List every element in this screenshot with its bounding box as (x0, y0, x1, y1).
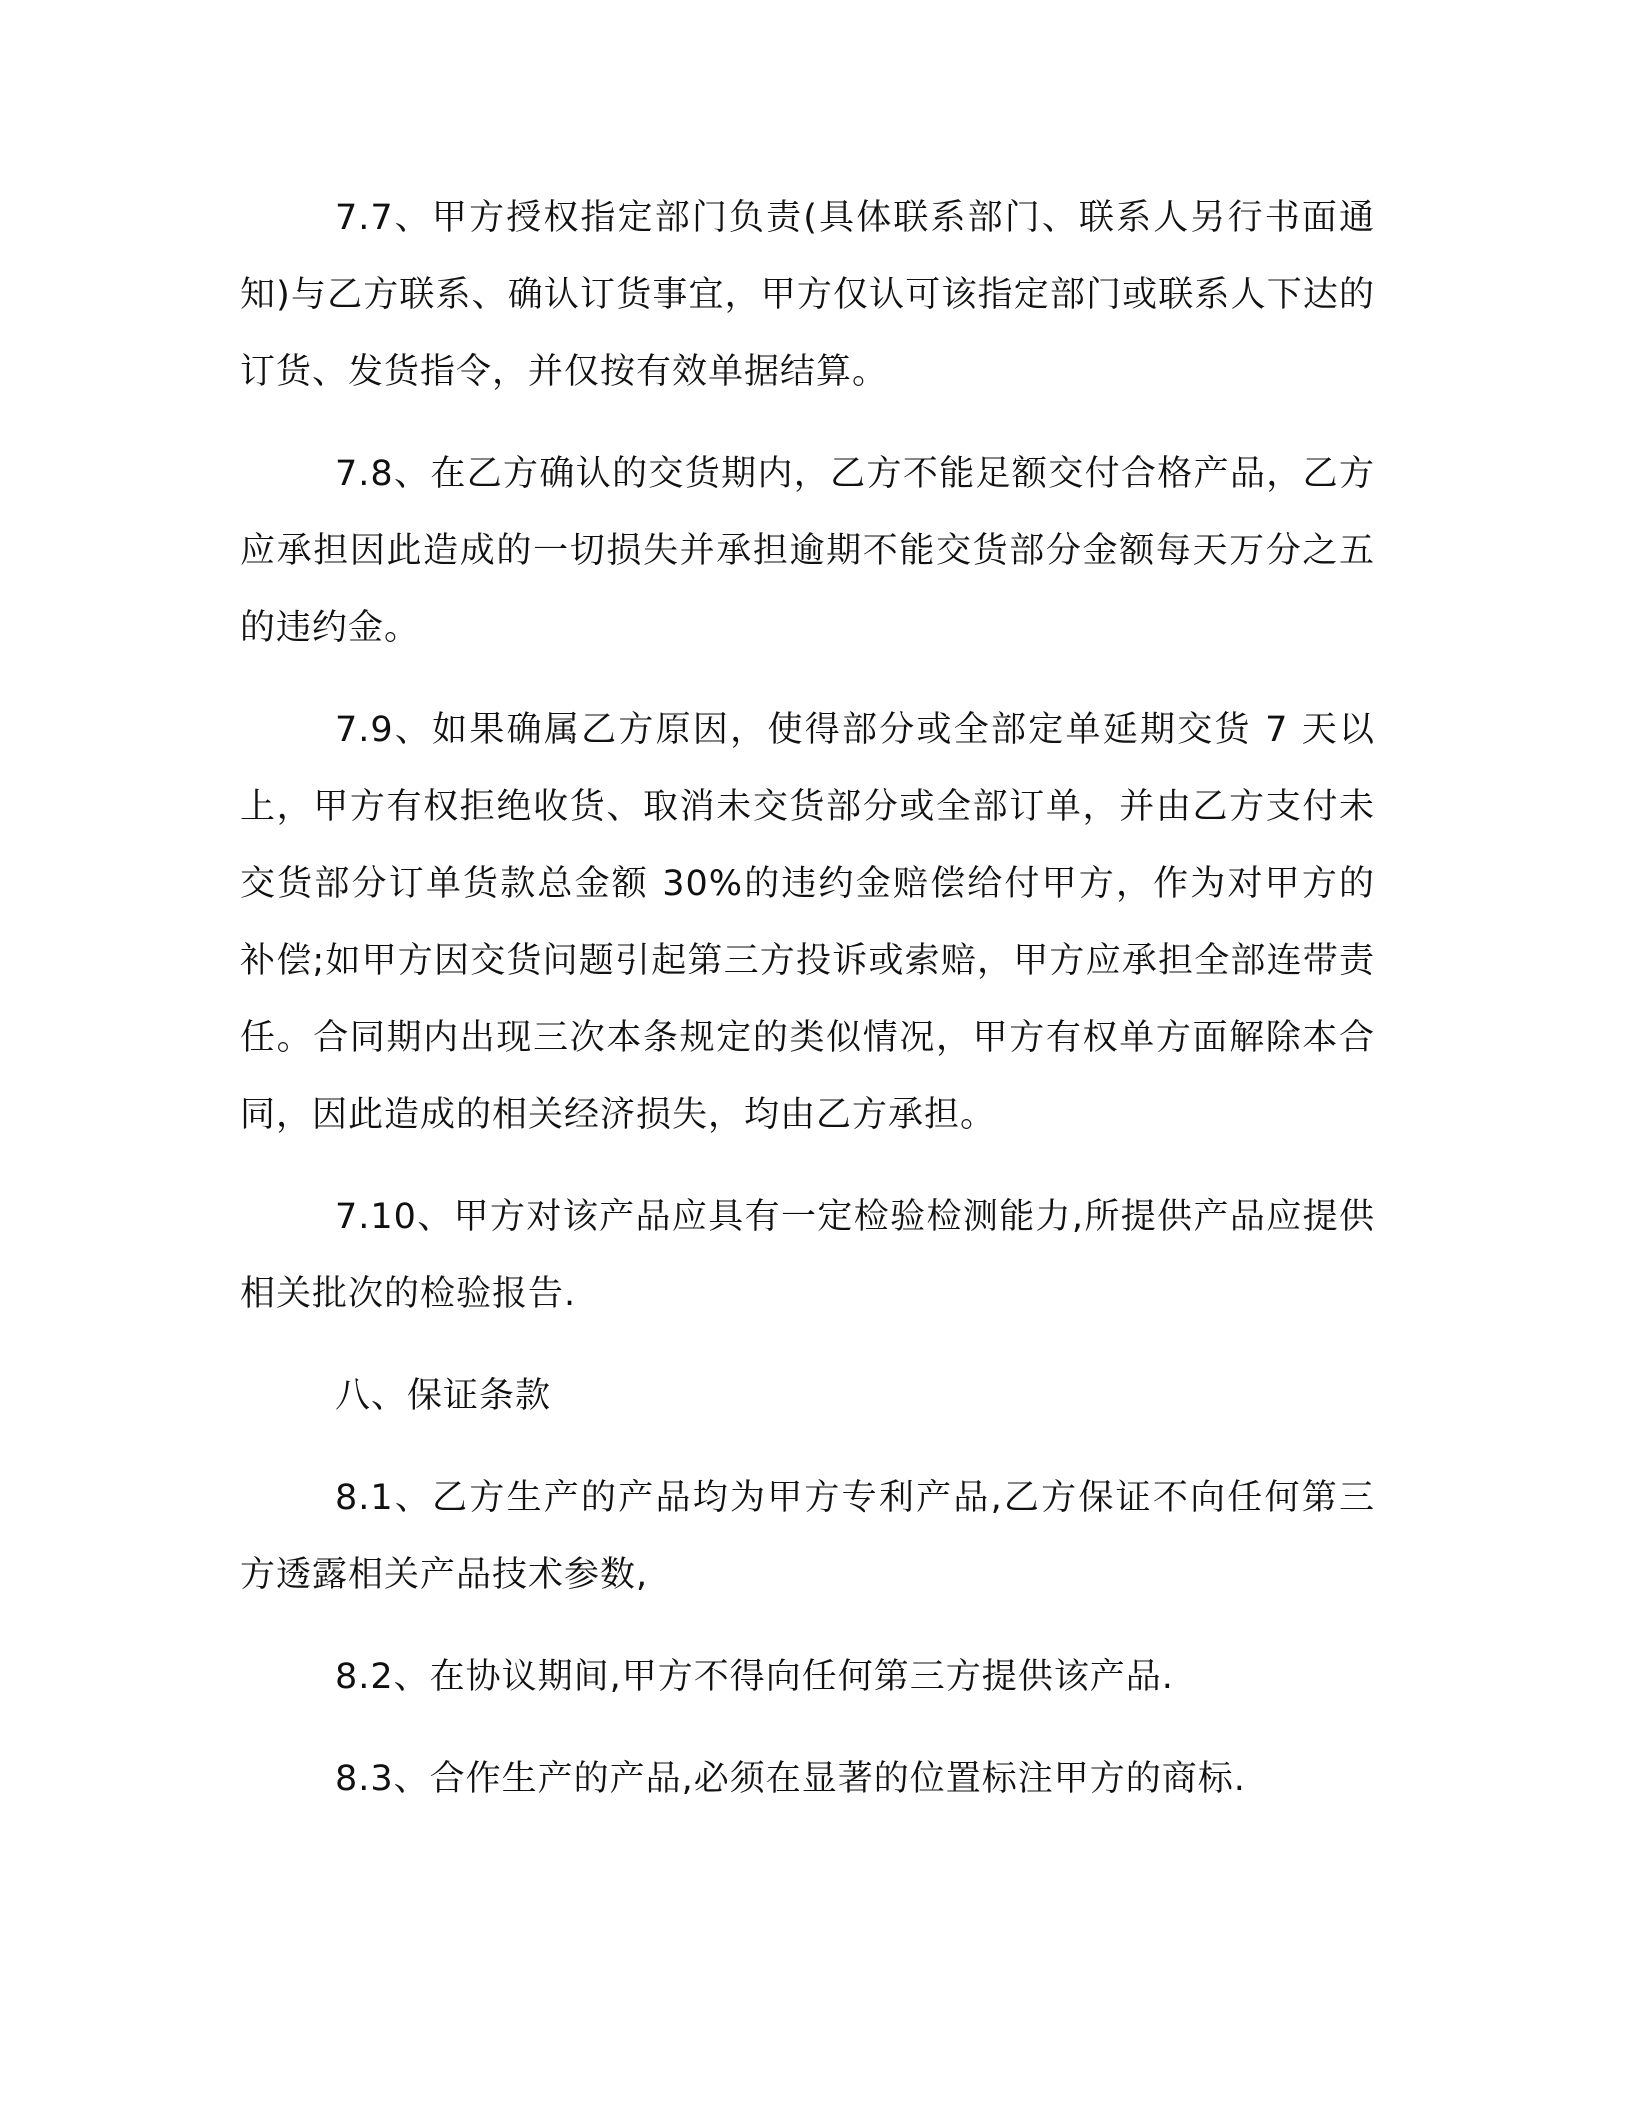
section-heading-guarantee: 八、保证条款 (335, 1376, 552, 1416)
clause-7-10: 7.10、甲方对该产品应具有一定检验检测能力,所提供产品应提供相关批次的检验报告. (240, 1197, 1375, 1314)
clause-7-8: 7.8、在乙方确认的交货期内，乙方不能足额交付合格产品，乙方应承担因此造成的一切损失并承担逾期不能交货部分金额每天万分之五的违约金。 (240, 454, 1375, 648)
clause-7-9: 7.9、如果确属乙方原因，使得部分或全部定单延期交货 7 天以上，甲方有权拒绝收货、取消未交货部分或全部订单，并由乙方支付未交货部分订单货款总金额 30%的违约金赔偿给付甲方，作为对甲方的补偿;如甲方因交货问题引起第三方投诉或索赔，甲方应承担全部连带责任。合同期内出现三次本条规定的类似情况，甲方有权单方面解除本合同，因此造成的相关经济损失，均由乙方承担。 (240, 710, 1375, 1135)
clause-7-7: 7.7、甲方授权指定部门负责(具体联系部门、联系人另行书面通知)与乙方联系、确认订货事宜，甲方仅认可该指定部门或联系人下达的订货、发货指令，并仅按有效单据结算。 (240, 198, 1375, 392)
clause-8-3: 8.3、合作生产的产品,必须在显著的位置标注甲方的商标. (335, 1759, 1246, 1799)
document-body (240, 180, 1375, 1843)
clause-8-1: 8.1、乙方生产的产品均为甲方专利产品,乙方保证不向任何第三方透露相关产品技术参数, (240, 1478, 1375, 1595)
clause-8-2: 8.2、在协议期间,甲方不得向任何第三方提供该产品. (335, 1657, 1174, 1697)
